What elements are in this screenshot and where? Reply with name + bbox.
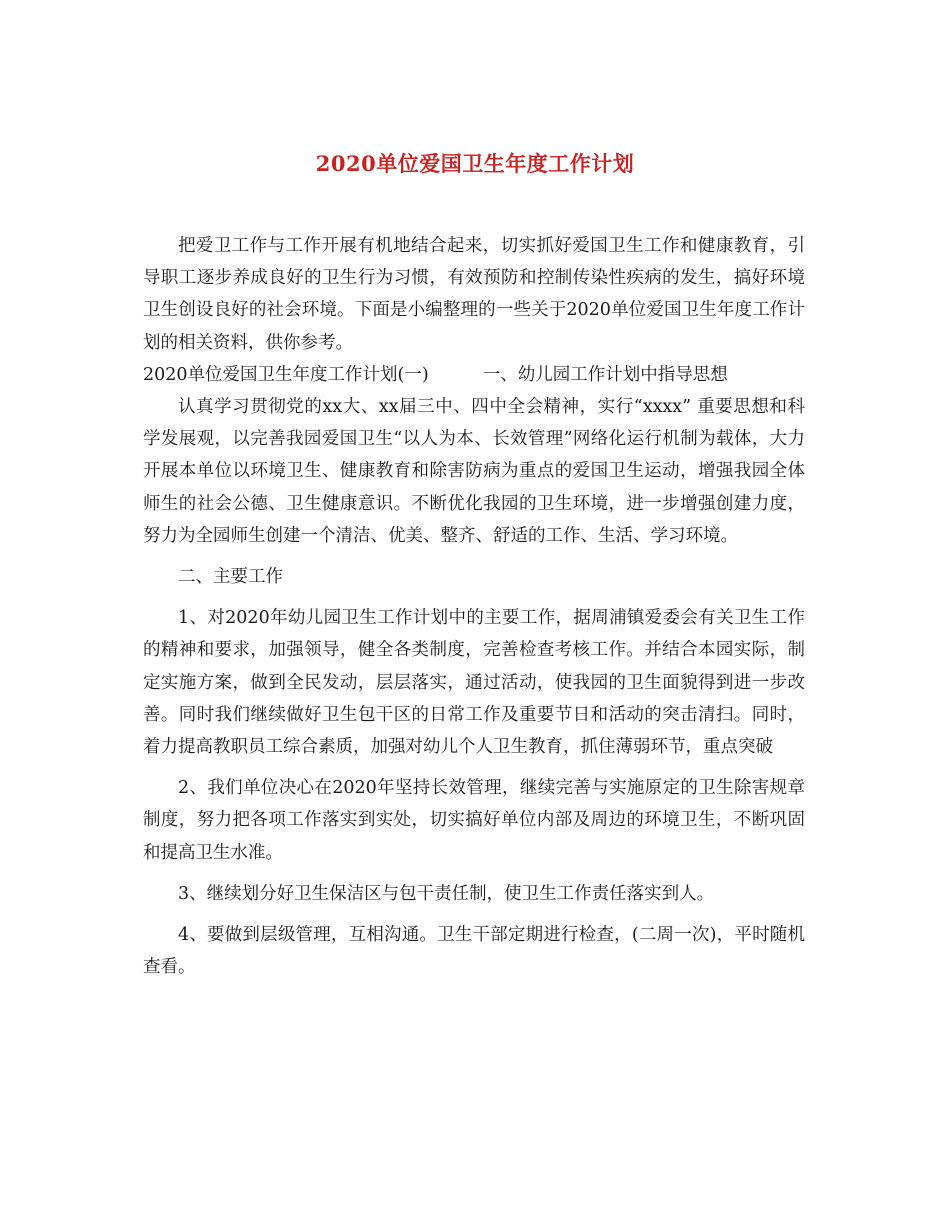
- intro-paragraph: 把爱卫工作与工作开展有机地结合起来，切实抓好爱国卫生工作和健康教育，引导职工逐步养成良好的卫生行为习惯，有效预防和控制传染性疾病的发生，搞好环境卫生创设良好的社会环境。下面是小编整理的一些关于2020单位爱国卫生年度工作计划的相关资料，供你参考。: [143, 236, 805, 353]
- section-title: 2020单位爱国卫生年度工作计划(一): [143, 364, 429, 385]
- paragraph-item-3: 3、继续划分好卫生保洁区与包干责任制，使卫生工作责任落实到人。: [178, 883, 715, 904]
- paragraph-main-work-heading: 二、主要工作: [178, 567, 283, 588]
- paragraph-item-1: 1、对2020年幼儿园卫生工作计划中的主要工作，据周浦镇爱委会有关卫生工作的精神和要求，加强领导，健全各类制度，完善检查考核工作。并结合本园实际，制定实施方案，做到全民发动，层层落实，通过活动，使我园的卫生面貌得到进一步改善。同时我们继续做好卫生包干区的日常工作及重要节日和活动的突击清扫。同时，着力提高教职员工综合素质，加强对幼儿个人卫生教育，抓住薄弱环节，重点突破: [143, 608, 805, 758]
- paragraph-item-2: 2、我们单位决心在2020年坚持长效管理，继续完善与实施原定的卫生除害规章制度，努力把各项工作落实到实处，切实搞好单位内部及周边的环境卫生，不断巩固和提高卫生水准。: [143, 778, 805, 863]
- section-heading: [143, 359, 805, 391]
- section-subtitle: 一、幼儿园工作计划中指导思想: [482, 364, 728, 385]
- document-title: 2020单位爱国卫生年度工作计划: [315, 151, 635, 176]
- paragraph-guiding-ideology: 认真学习贯彻党的xx大、xx届三中、四中全会精神，实行“xxxx” 重要思想和科学发展观，以完善我园爱国卫生“以人为本、长效管理”网络化运行机制为载体，大力开展本单位以环境卫生、健康教育和除害防病为重点的爱国卫生运动，增强我园全体师生的社会公德、卫生健康意识。不断优化我园的卫生环境，进一步增强创建力度，努力为全园师生创建一个清洁、优美、整齐、舒适的工作、生活、学习环境。: [143, 397, 805, 546]
- document-body: [143, 230, 805, 983]
- paragraph-item-4: 4、要做到层级管理，互相沟通。卫生干部定期进行检查，(二周一次)，平时随机查看。: [143, 925, 805, 978]
